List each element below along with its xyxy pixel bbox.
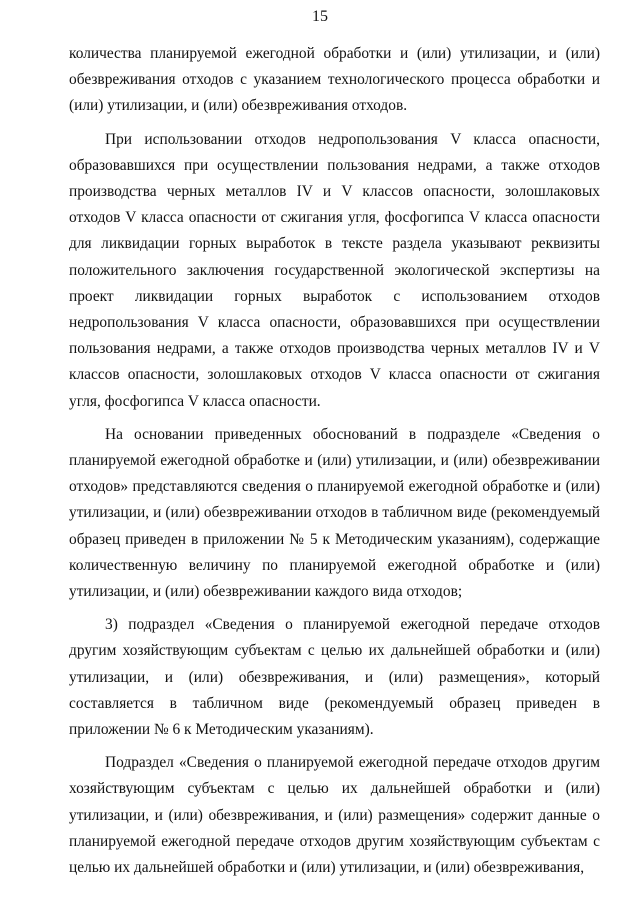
paragraph-transfer-info: Подраздел «Сведения о планируемой ежегодной передаче отходов другим хозяйствующим субъектам с целью их дальнейшей обработки и (или) утилизации, и (или) обезвреживания, и (или) размещения» содержит данные о планируемой ежегодной передаче отходов другим хозяйствующим субъектам с целью их дальнейшей обработки и (или) утилизации, и (или) обезвреживания, (69, 754, 600, 877)
document-body (69, 41, 600, 888)
paragraph-continuation: количества планируемой ежегодной обработки и (или) утилизации, и (или) обезвреживания отходов с указанием технологического процесса обработки и (или) утилизации, и (или) обезвреживания отходов. (69, 45, 600, 115)
paragraph-subsection-3: 3) подраздел «Сведения о планируемой ежегодной передаче отходов другим хозяйствующим субъектам с целью их дальнейшей обработки и (или) утилизации, и (или) обезвреживания, и (или) размещения», который составляется в табличном виде (рекомендуемый образец приведен в приложении № 6 к Методическим указаниям). (69, 616, 600, 739)
page-number: 15 (312, 8, 328, 25)
paragraph-subsoil-waste: При использовании отходов недропользования V класса опасности, образовавшихся при осуществлении пользования недрами, а также отходов производства черных металлов IV и V классов опасности, золошлаковых отходов V класса опасности от сжигания угля, фосфогипса V класса опасности для ликвидации горных выработок в тексте раздела указывают реквизиты положительного заключения государственной экологической экспертизы на проект ликвидации горных выработок с использованием отходов недропользования V класса опасности, образовавшихся при осуществлении пользования недрами, а также отходов производства черных металлов IV и V классов опасности, золошлаковых отходов V класса опасности от сжигания угля, фосфогипса V класса опасности. (69, 130, 600, 410)
paragraph-processing-info: На основании приведенных обоснований в подразделе «Сведения о планируемой ежегодной обработке и (или) утилизации, и (или) обезвреживании отходов» представляются сведения о планируемой ежегодной обработке и (или) утилизации, и (или) обезвреживании отходов в табличном виде (рекомендуемый образец приведен в приложении № 5 к Методическим указаниям), содержащие количественную величину по планируемой ежегодной обработке и (или) утилизации, и (или) обезвреживании каждого вида отходов; (69, 425, 600, 601)
